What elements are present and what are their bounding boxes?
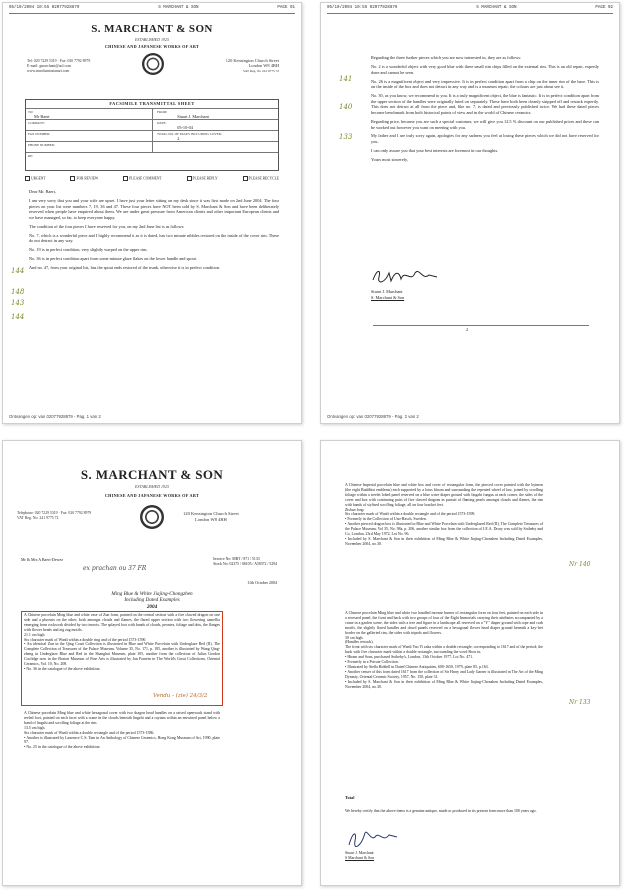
from-label: FROM:: [157, 109, 168, 114]
phone-label: PHONE NUMBER:: [28, 142, 55, 147]
signatory-name: Stuart J. Marchant: [345, 851, 374, 855]
signature-image: [345, 827, 401, 849]
item-condition: (Handles restuck).: [345, 640, 374, 645]
item-size: Zishun long.: [345, 507, 365, 512]
company-name: S. MARCHANT & SON: [91, 23, 213, 35]
item-reference: • Included by S. Marchant & Son in their exhibition of Ming Blue & White Jiajing-Chonzhen Including Dated Examples, November 2004, no.30.: [345, 537, 543, 547]
item-reference: • Included by S. Marchant & Son in their exhibition of Ming Blue & White Jiajing-Chonzhen Including Dated Examples, November 2004, no.30.: [345, 680, 543, 690]
item-description: A Chinese porcelain Ming blue and white vase of Zun form, painted on the central section with a five clawed dragon on one side and a phoenix on the other, both amongst clouds and flames, the flared upper section with two flowering camellia emerging from rockwork divided by two insects. The splayed foot with bands of clouds, peonies, foliage and dots, the flanges with flower heads and zig zag motifs.: [24, 613, 220, 632]
vat-number: VAT Reg. No 241 9775 72: [242, 68, 279, 73]
paragraph: No. 7, which is a wonderful piece and I highly recommend it as it is dated, has two minute nibbles restored on the inside of the cover rim. These do not detract in any way.: [29, 232, 279, 244]
contact-line: www.marchantasianart.com: [27, 68, 70, 73]
signatory-name: Stuart J. Marchant: [371, 289, 403, 294]
page-number: 2: [466, 327, 469, 332]
item-mark: Six character mark of Wanli within a double rectangle and of the period 1573-1599.: [345, 512, 476, 517]
item-description: A Chinese porcelain Ming blue and white two handled incense burner of rectangular form on four feet, painted on each side in a recessed panel, the front and back with two groups of four of the Eight Immortals carrying their attributes accompanied by a crane in a garden scene, the sides with a tree and figure in a landscape all reserved on a "Y" diaper ground with rope and crab motifs, the slightly flared handles and chord panels reserved on a hexagonal flower head diaper ground beneath a key-fret border on the galleried rim, the sides with tripods and flowers.: [345, 611, 543, 635]
address-line: London W8 4BH: [194, 516, 227, 522]
paragraph: No. 19 is in perfect condition, very slightly warped on the upper rim.: [29, 247, 148, 253]
handwritten-annotation: 143: [11, 299, 25, 307]
invoice-page-1: [2, 440, 302, 886]
handwritten-annotation: Vendu - (zie) 24/3/2: [153, 693, 208, 699]
item-size: 30 cm high.: [345, 635, 364, 640]
item-reference: • Formerly in the Collection of Uno-Rasch, Sweden.: [345, 517, 543, 522]
handwritten-annotation: 148: [11, 288, 25, 296]
handwritten-annotation: 144: [11, 313, 25, 321]
title-line: Including Dated Examples: [124, 597, 180, 604]
paragraph: No. 26 is a magnificent object and very impressive. It is in perfect condition apart from a chip on the inner rim of the base. This is on the inside of the box and does not detract in any way and is a museum repair; the colours are just about see it.: [371, 78, 599, 90]
item-reference: • Another pierced dragon box is illustrated in Blue and White Porcelain with Underglazed Red (II), The Complete Treasures of the Palace Museum, Vol 35, No. 98a, p. 206, another similar box from the collection of J.E.A. Drury was sold by Sotheby and Co, London, 23rd May 1972, Lot No. 96.: [345, 522, 543, 537]
handwritten-annotation: Nr 133: [569, 699, 591, 706]
company-label: COMPANY:: [28, 120, 45, 125]
signature-image: [371, 265, 441, 287]
established-line: ESTABLISHED 1925: [134, 37, 170, 42]
item-reference: • Illustrated by Stella Riddell in Dated Chinese Antiquities, 600-1650, 1979, plate 85, p.163.: [345, 665, 543, 670]
contact-line: Tel: 020 7229 5319 · Fax: 020 7792 8979: [27, 59, 91, 63]
signature-block: [371, 289, 404, 300]
address-block: [183, 511, 239, 522]
item-reference: • No. 25 in the catalogue of the above exhibition.: [24, 745, 220, 750]
handwritten-annotation: 141: [339, 75, 353, 83]
form-row: [26, 141, 278, 152]
company-seal-icon: [140, 505, 164, 529]
to-value: Mr Baert: [34, 113, 50, 119]
item-height: 21.1 cm high.: [24, 632, 46, 637]
address-line: 120 Kensington Church Street: [183, 511, 239, 516]
total-label: Total: [345, 795, 355, 800]
item-reference: • An identical Zun in the Qing Court Collection is illustrated in Blue and White Porcelain with Underglaze Red (II). The Complete Collection of Treasures of the Palace Museum, Volume 35, No. 171, p. 185, another is illustrated by Wang Qing-zheng in Underglaze Blue and Red in the Shanghai Museum, plate 105, another from the collection of Julius Gordon Coolidge now in the Boston Museum of Fine Arts is illustrated by Jan Fontein in The World's Great Collections, Oriental Ceramics, Vol. 10, No. 208.: [24, 642, 220, 667]
checkbox-recycle: PLEASE RECYCLE: [243, 176, 279, 182]
title-line: 2004: [146, 603, 158, 610]
item-mark: Six character mark of Wanli within a double ring and of the period 1573-1590.: [24, 637, 147, 642]
handwritten-annotation: 140: [339, 103, 353, 111]
invoice-block: [213, 557, 277, 567]
form-row: [26, 130, 278, 141]
form-row: [26, 119, 278, 130]
item-reference: • Hiram and Sons, purchased Sotheby's, London, 13th October 1977, Lot No. 471.: [345, 655, 543, 660]
invoice-number: Invoice No: MBT / 871 / 5133: [213, 557, 260, 561]
paragraph: Regarding the three further pieces which you are now interested in, they are as follows:: [371, 55, 522, 60]
fax-header: [327, 6, 613, 14]
title-line: Ming Blue & White Jiajing-Chongzhen: [111, 591, 193, 597]
fax-page-1: [2, 2, 302, 424]
item-1: [24, 613, 220, 672]
paragraph: No. 30, as you know, we recommend to you. It is a truly magnificent object, the blue is fantastic. It is in perfect condition apart from the upper section of the handles were originally luted on separately. These have both been cleanly stripped off and restuck expertly. This does not detract at all from the piece and, like no. 7, is dated and previously published twice. We had these dated pieces become benchmark from both historical points of view and in the world of Chinese ceramics.: [371, 93, 599, 115]
fax-number-label: FAX NUMBER:: [28, 131, 51, 136]
paragraph: And no. 47, from your original list, has the spout ends restored of the trunk, otherwise it is in perfect condition.: [29, 265, 221, 271]
company-name: S. MARCHANT & SON: [80, 467, 224, 482]
contact-block: [17, 511, 91, 521]
handwritten-annotation: 144: [11, 267, 25, 275]
invoice-page-2: [320, 440, 620, 886]
fax-footer: Ontvangen op: van 02077928879 - Pag. 1 van 2: [9, 414, 101, 419]
checkbox-urgent: URGENT: [25, 176, 46, 182]
contact-block: [27, 59, 90, 73]
item-4: [345, 611, 543, 690]
fax-transmittal-form: [25, 99, 279, 171]
item-reference: • Another is illustrated by Laurence C.S. Tam in An Anthology of Chinese Ceramics, Hong Kong Museum of Art, 1990, plate 97.: [24, 736, 220, 746]
paragraph: My father and I are truly sorry again, apologies for any sadness you feel at losing these pieces which we did not have reserved for you.: [371, 133, 599, 145]
paragraph: Regarding price, because you are such a special customer, we will give you 12.5 % discount on our published prices and these can be worked out however you want on meeting with you.: [371, 118, 599, 130]
date-label: DATE:: [157, 120, 167, 125]
address-line: London W8 4BH: [248, 62, 279, 68]
contact-line: Telephone: 020 7229 5319 · Fax: 020 7792 8979: [17, 511, 92, 515]
paragraph: Yours most sincerely,: [371, 157, 408, 163]
fax-header-center: S MARCHANT & SON: [158, 6, 199, 10]
from-value: Stuart J. Marchant: [177, 113, 209, 119]
form-row: [26, 152, 278, 171]
fax-header-left: 05/10/2004 10:55 02077928879: [327, 6, 398, 10]
item-mark: The front with six character mark of Wanli Yao Yi zaka within a double rectangle, corresponding to 1617 and of the period; the back with five character mark within a double rectangle, surrounding the word Shou in.: [345, 645, 543, 655]
established-line: ESTABLISHED 1925: [134, 484, 170, 489]
paragraph: No. 2 is a wonderful object with very good blue with three small rim chips filled on the external rim. This is an old repair, expertly done and cannot be seen.: [371, 63, 599, 75]
stock-number: Stock No: 02375 / 06105 / A58372 / 5294: [213, 562, 277, 566]
item-reference: • Formerly in a Private Collection.: [345, 660, 543, 665]
paragraph: I can only assure you that your best interests are foremost in our thoughts.: [371, 148, 499, 154]
salutation: Dear Mr. Baert,: [29, 189, 56, 194]
letter-body: [29, 189, 279, 274]
item-reference: • Another censer of this form dated 1617 from the collection of Sir Harry and Lady Garner is illustrated in The Art of the Ming Dynasty, Oriental Ceramic Society, 1957, No. 150, plate 31.: [345, 670, 543, 680]
paragraph: I am very sorry that you and your wife are upset. I have just your letter sitting on my desk since it was first made on 2nd June 2004. The four pieces on your list were numbers 7, 19, 36 and 47. These four pieces have NOT been sold by S. Marchant & Son and have been deliberately reserved when people have enquired about them. We are under great pressure from American clients and other important European clients and we have managed, so far, to keep everyone happy.: [29, 197, 279, 220]
checkbox-review: FOR REVIEW: [70, 176, 98, 182]
item-2: [24, 711, 220, 750]
paragraph: No. 36 is in perfect condition apart from some minute glaze flakes on the lower handle and spout.: [29, 256, 197, 262]
to-label: TO:: [28, 109, 34, 114]
signature-block: [345, 851, 374, 861]
address-line: 120 Kensington Church Street: [225, 58, 279, 63]
invoice-date: 11th October 2004: [247, 580, 277, 585]
handwritten-note: ex prachan ou 37 FR: [83, 565, 147, 572]
fax-footer: Ontvangen op: van 02077928879 - Pag. 2 van 2: [327, 414, 419, 419]
re-label: RE:: [28, 153, 34, 158]
form-title: FACSIMILE TRANSMITTAL SHEET: [109, 101, 195, 106]
item-height: 13.5 cm high.: [24, 725, 46, 730]
checkbox-reply: PLEASE REPLY: [187, 176, 218, 182]
certification: We hereby certify that the above items is a genuine antique, made or produced in its present form more than 100 years ago.: [345, 809, 537, 813]
specialty-line: CHINESE AND JAPANESE WORKS OF ART: [104, 44, 200, 49]
fax-header-right: PAGE 02: [595, 6, 613, 10]
item-reference: • No. 36 in the catalogue of the above exhibition.: [24, 667, 220, 672]
handwritten-annotation: 133: [339, 133, 353, 141]
contact-line: E-mail: gmarchant@aol.com: [27, 63, 71, 68]
fax-header-right: PAGE 01: [277, 6, 295, 10]
divider: [373, 325, 589, 326]
handwritten-annotation: Nr 140: [569, 561, 591, 568]
item-mark: Six character mark of Wanli within a double rectangle and of the period 1573-1586.: [24, 730, 155, 735]
pages-label: TOTAL NO. OF PAGES INCLUDING COVER:: [157, 131, 222, 136]
contact-line: VAT Reg. No: 241 9775 72: [17, 515, 59, 520]
item-description: A Chinese Imperial porcelain blue and white box and cover of rectangular form, the pierced cover painted with the hyimen (the eight Buddhist emblems) each supported by a lotus bloom and surrounding the repeated wheel of law, joined by scrolling foliage within a treelet lobed panel reserved on a blue wave diaper ground with lingzhi fungus at each corner, the sides of the cover and box with continuing pairs of five clawed dragons in pursuit of flaming pearls amongst clouds and flames, the rim with bands of stylised scrolling foliage, all on four bracket feet.: [345, 483, 543, 507]
signatory-firm: S Marchant & Son: [345, 855, 375, 860]
letter-body: [371, 55, 599, 166]
paragraph: The condition of the four pieces I have reserved for you, on my 2nd June list is as follows:: [29, 223, 185, 229]
fax-page-2: [320, 2, 620, 424]
fax-header-left: 05/10/2004 10:55 02077928879: [9, 6, 80, 10]
item-description: A Chinese porcelain Ming blue and white hexagonal cover with two dragon head handles on a raised openwork stand with reeled foot, painted on each facet with a crane in the clouds beneath lingzhi and a ruyiam within an entwined panel below a band of lingzhi and scrolling foliage at the rim.: [24, 711, 220, 725]
recipient: Mr & Mrs A Baert-Dewez: [21, 557, 63, 562]
form-row: [26, 108, 278, 119]
catalogue-title: [3, 591, 301, 610]
company-seal-icon: [142, 53, 164, 75]
fax-checkboxes: [25, 176, 279, 182]
pages-value: 2: [177, 135, 180, 141]
checkbox-comment: PLEASE COMMENT: [123, 176, 161, 182]
address-block: [226, 59, 279, 73]
specialty-line: CHINESE AND JAPANESE WORKS OF ART: [104, 493, 200, 498]
date-value: 05-10-04: [177, 124, 193, 130]
fax-header-center: S MARCHANT & SON: [476, 6, 517, 10]
fax-header: [9, 6, 295, 14]
signatory-firm: S. Marchant & Son: [371, 294, 405, 300]
item-3: [345, 483, 543, 547]
